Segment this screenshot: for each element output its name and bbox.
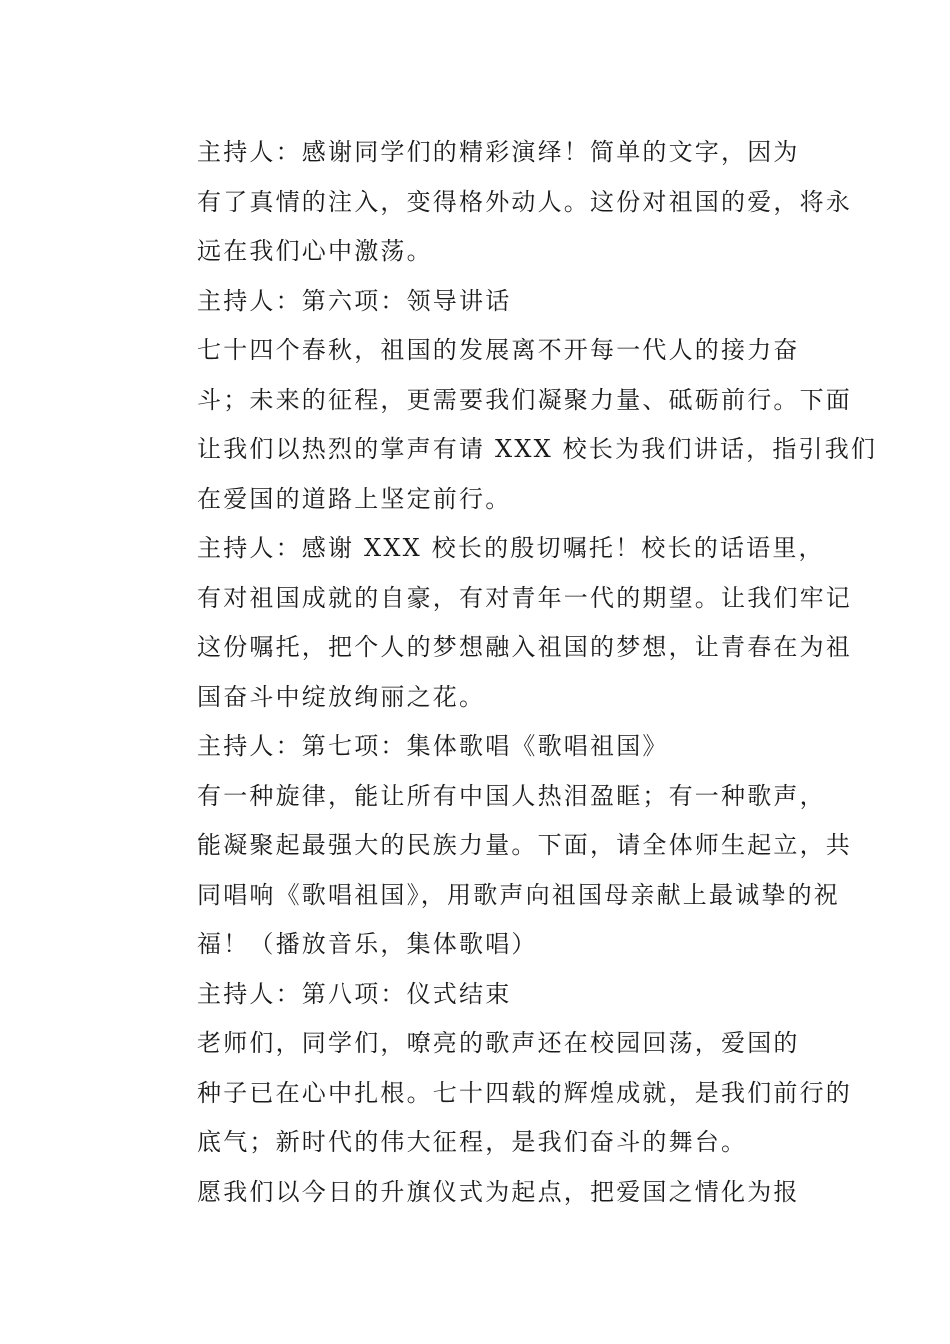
paragraph-closing-wish bbox=[146, 1168, 806, 1218]
paragraph-singing-intro bbox=[146, 772, 852, 970]
text-line: 在爱国的道路上坚定前行。 bbox=[197, 484, 512, 513]
text-line: 有对祖国成就的自豪，有对青年一代的期望。让我们牢记 bbox=[197, 583, 852, 612]
paragraph-host-thanks-principal bbox=[146, 524, 852, 722]
text-line: 主持人：第八项：仪式结束 bbox=[197, 979, 512, 1008]
text-line: 能凝聚起最强大的民族力量。下面，请全体师生起立，共 bbox=[197, 831, 852, 859]
text-line: 远在我们心中激荡。 bbox=[197, 237, 433, 265]
text-line: 愿我们以今日的升旗仪式为起点，把爱国之情化为报 bbox=[197, 1177, 800, 1206]
text-line: 斗；未来的征程，更需要我们凝聚力量、砥砺前行。下面 bbox=[197, 385, 852, 414]
text-line: 老师们，同学们，嘹亮的歌声还在校园回荡，爱国的 bbox=[197, 1029, 800, 1057]
text-line: 国奋斗中绽放绚丽之花。 bbox=[197, 682, 486, 711]
text-line: 这份嘱托，把个人的梦想融入祖国的梦想，让青春在为祖 bbox=[197, 633, 852, 661]
paragraph-item-seven-heading bbox=[146, 722, 806, 772]
paragraph-closing-remarks bbox=[146, 1019, 852, 1168]
text-line: 主持人：感谢同学们的精彩演绎！简单的文字，因为 bbox=[197, 138, 800, 166]
text-line: 七十四个春秋，祖国的发展离不开每一代人的接力奋 bbox=[197, 336, 800, 364]
text-line: 同唱响《歌唱祖国》，用歌声向祖国母亲献上最诚挚的祝 bbox=[197, 880, 840, 909]
text-line: 主持人：第六项：领导讲话 bbox=[197, 286, 512, 315]
paragraph-leader-speech-intro bbox=[146, 326, 878, 524]
document-body bbox=[146, 128, 878, 1217]
paragraph-item-eight-heading bbox=[146, 970, 806, 1020]
text-line: 种子已在心中扎根。七十四载的辉煌成就，是我们前行的 bbox=[197, 1078, 852, 1107]
text-line: 让我们以热烈的掌声有请 XXX 校长为我们讲话，指引我们 bbox=[197, 435, 878, 463]
text-line: 有了真情的注入，变得格外动人。这份对祖国的爱，将永 bbox=[197, 187, 852, 216]
paragraph-host-thanks-performance bbox=[146, 128, 852, 277]
text-line: 底气；新时代的伟大征程，是我们奋斗的舞台。 bbox=[197, 1128, 748, 1156]
text-line: 有一种旋律，能让所有中国人热泪盈眶；有一种歌声， bbox=[197, 781, 826, 810]
paragraph-item-six-heading bbox=[146, 277, 806, 327]
text-line: 主持人：感谢 XXX 校长的殷切嘱托！校长的话语里， bbox=[197, 534, 825, 562]
text-line: 主持人：第七项：集体歌唱《歌唱祖国》 bbox=[197, 732, 669, 760]
text-line: 福！（播放音乐，集体歌唱） bbox=[197, 930, 538, 958]
